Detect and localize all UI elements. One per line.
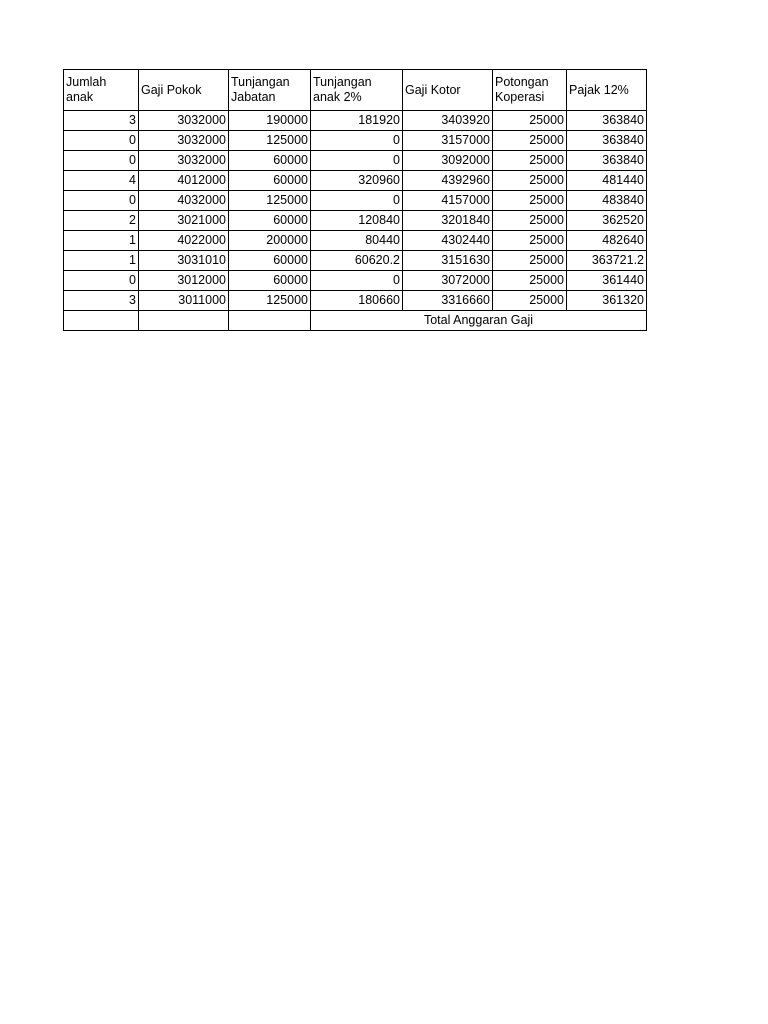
cell-gaji-pokok[interactable]: 3031010 bbox=[139, 251, 229, 271]
cell-tunjangan-jabatan[interactable]: 125000 bbox=[229, 191, 311, 211]
table-row bbox=[64, 231, 647, 251]
table-row bbox=[64, 191, 647, 211]
cell-jumlah-anak[interactable]: 0 bbox=[64, 191, 139, 211]
cell-potongan-koperasi[interactable]: 25000 bbox=[493, 171, 567, 191]
cell-potongan-koperasi[interactable]: 25000 bbox=[493, 291, 567, 311]
header-gaji-kotor[interactable]: Gaji Kotor bbox=[403, 70, 493, 111]
cell-gaji-kotor[interactable]: 3072000 bbox=[403, 271, 493, 291]
cell-jumlah-anak[interactable]: 0 bbox=[64, 271, 139, 291]
cell-jumlah-anak[interactable]: 1 bbox=[64, 251, 139, 271]
header-tunjangan-jabatan[interactable]: Tunjangan Jabatan bbox=[229, 70, 311, 111]
cell-gaji-pokok[interactable]: 3032000 bbox=[139, 111, 229, 131]
header-jumlah-anak[interactable]: Jumlah anak bbox=[64, 70, 139, 111]
cell-gaji-kotor[interactable]: 4157000 bbox=[403, 191, 493, 211]
cell-gaji-kotor[interactable]: 3157000 bbox=[403, 131, 493, 151]
cell-potongan-koperasi[interactable]: 25000 bbox=[493, 191, 567, 211]
cell-tunjangan-anak[interactable]: 180660 bbox=[311, 291, 403, 311]
table-body bbox=[64, 111, 647, 311]
cell-gaji-kotor[interactable]: 3403920 bbox=[403, 111, 493, 131]
table-row bbox=[64, 111, 647, 131]
cell-potongan-koperasi[interactable]: 25000 bbox=[493, 231, 567, 251]
table-row bbox=[64, 271, 647, 291]
salary-table bbox=[63, 69, 647, 331]
cell-tunjangan-anak[interactable]: 320960 bbox=[311, 171, 403, 191]
cell-gaji-pokok[interactable]: 4012000 bbox=[139, 171, 229, 191]
cell-gaji-pokok[interactable]: 3032000 bbox=[139, 131, 229, 151]
cell-gaji-pokok[interactable]: 4022000 bbox=[139, 231, 229, 251]
cell-potongan-koperasi[interactable]: 25000 bbox=[493, 131, 567, 151]
cell-gaji-kotor[interactable]: 3151630 bbox=[403, 251, 493, 271]
cell-tunjangan-jabatan[interactable]: 200000 bbox=[229, 231, 311, 251]
table-row bbox=[64, 291, 647, 311]
cell-tunjangan-jabatan[interactable]: 125000 bbox=[229, 291, 311, 311]
table-row bbox=[64, 171, 647, 191]
cell-jumlah-anak[interactable]: 3 bbox=[64, 111, 139, 131]
cell-tunjangan-jabatan[interactable]: 60000 bbox=[229, 211, 311, 231]
header-pajak[interactable]: Pajak 12% bbox=[567, 70, 647, 111]
cell-tunjangan-jabatan[interactable]: 60000 bbox=[229, 151, 311, 171]
cell-tunjangan-jabatan[interactable]: 125000 bbox=[229, 131, 311, 151]
cell-jumlah-anak[interactable]: 0 bbox=[64, 151, 139, 171]
cell-tunjangan-jabatan[interactable]: 190000 bbox=[229, 111, 311, 131]
table-row bbox=[64, 211, 647, 231]
cell-pajak[interactable]: 361440 bbox=[567, 271, 647, 291]
cell-gaji-pokok[interactable]: 4032000 bbox=[139, 191, 229, 211]
cell-tunjangan-jabatan[interactable]: 60000 bbox=[229, 271, 311, 291]
cell-gaji-kotor[interactable]: 4302440 bbox=[403, 231, 493, 251]
cell-tunjangan-anak[interactable]: 0 bbox=[311, 151, 403, 171]
header-gaji-pokok[interactable]: Gaji Pokok bbox=[139, 70, 229, 111]
cell-gaji-kotor[interactable]: 3316660 bbox=[403, 291, 493, 311]
cell-tunjangan-anak[interactable]: 0 bbox=[311, 191, 403, 211]
cell-tunjangan-jabatan[interactable]: 60000 bbox=[229, 171, 311, 191]
cell-pajak[interactable]: 361320 bbox=[567, 291, 647, 311]
header-tunjangan-anak[interactable]: Tunjangan anak 2% bbox=[311, 70, 403, 111]
total-blank-cell[interactable] bbox=[64, 311, 139, 331]
cell-jumlah-anak[interactable]: 2 bbox=[64, 211, 139, 231]
table-row bbox=[64, 251, 647, 271]
cell-tunjangan-anak[interactable]: 60620.2 bbox=[311, 251, 403, 271]
cell-pajak[interactable]: 482640 bbox=[567, 231, 647, 251]
cell-jumlah-anak[interactable]: 4 bbox=[64, 171, 139, 191]
cell-gaji-pokok[interactable]: 3032000 bbox=[139, 151, 229, 171]
cell-tunjangan-anak[interactable]: 181920 bbox=[311, 111, 403, 131]
cell-gaji-kotor[interactable]: 3201840 bbox=[403, 211, 493, 231]
cell-tunjangan-anak[interactable]: 120840 bbox=[311, 211, 403, 231]
cell-potongan-koperasi[interactable]: 25000 bbox=[493, 211, 567, 231]
cell-gaji-pokok[interactable]: 3021000 bbox=[139, 211, 229, 231]
cell-gaji-kotor[interactable]: 3092000 bbox=[403, 151, 493, 171]
cell-pajak[interactable]: 363840 bbox=[567, 151, 647, 171]
cell-pajak[interactable]: 363840 bbox=[567, 111, 647, 131]
cell-jumlah-anak[interactable]: 3 bbox=[64, 291, 139, 311]
table-row bbox=[64, 151, 647, 171]
cell-pajak[interactable]: 363721.2 bbox=[567, 251, 647, 271]
cell-tunjangan-jabatan[interactable]: 60000 bbox=[229, 251, 311, 271]
header-row bbox=[64, 70, 647, 111]
cell-pajak[interactable]: 481440 bbox=[567, 171, 647, 191]
cell-gaji-kotor[interactable]: 4392960 bbox=[403, 171, 493, 191]
cell-tunjangan-anak[interactable]: 0 bbox=[311, 271, 403, 291]
cell-jumlah-anak[interactable]: 0 bbox=[64, 131, 139, 151]
cell-jumlah-anak[interactable]: 1 bbox=[64, 231, 139, 251]
total-anggaran-gaji-label[interactable]: Total Anggaran Gaji bbox=[311, 311, 647, 331]
total-row bbox=[64, 311, 647, 331]
cell-gaji-pokok[interactable]: 3011000 bbox=[139, 291, 229, 311]
cell-potongan-koperasi[interactable]: 25000 bbox=[493, 111, 567, 131]
total-blank-cell[interactable] bbox=[229, 311, 311, 331]
cell-pajak[interactable]: 483840 bbox=[567, 191, 647, 211]
cell-pajak[interactable]: 362520 bbox=[567, 211, 647, 231]
cell-pajak[interactable]: 363840 bbox=[567, 131, 647, 151]
total-blank-cell[interactable] bbox=[139, 311, 229, 331]
cell-tunjangan-anak[interactable]: 80440 bbox=[311, 231, 403, 251]
cell-potongan-koperasi[interactable]: 25000 bbox=[493, 251, 567, 271]
cell-potongan-koperasi[interactable]: 25000 bbox=[493, 151, 567, 171]
cell-tunjangan-anak[interactable]: 0 bbox=[311, 131, 403, 151]
header-potongan-koperasi[interactable]: Potongan Koperasi bbox=[493, 70, 567, 111]
cell-gaji-pokok[interactable]: 3012000 bbox=[139, 271, 229, 291]
table-row bbox=[64, 131, 647, 151]
cell-potongan-koperasi[interactable]: 25000 bbox=[493, 271, 567, 291]
